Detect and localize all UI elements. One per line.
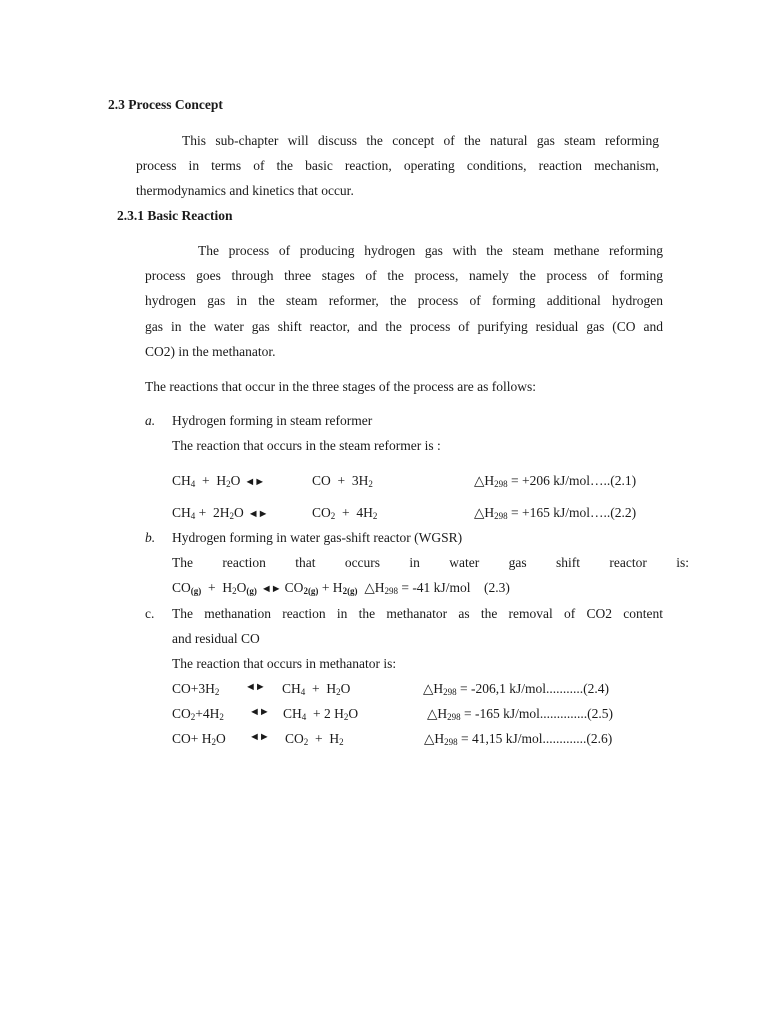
item-c-title-1: The methanation reaction in the methanator as the removal of CO2 content xyxy=(172,606,663,621)
equation-2-5 xyxy=(0,706,768,724)
item-a-line: The reaction that occurs in the steam reformer is : xyxy=(172,438,441,453)
eq-2-1-enthalpy: $\triangle H_{298} = +206$ kJ/mol…..(2.1) xyxy=(474,473,637,489)
paragraph-line-2: process goes through three stages of the process, namely the process of forming xyxy=(145,268,663,283)
item-b-line: The reaction that occurs in water gas shift reactor is: xyxy=(172,555,689,570)
eq-2-4-enthalpy: $\triangle H_{298} = -206,1$ kJ/mol...........(2.4) xyxy=(423,681,609,697)
eq-2-2-enthalpy: $\triangle H_{298} = +165$ kJ/mol…..(2.2) xyxy=(474,505,637,521)
eq-2-1-reactants: $CH_4 + H_2O$ ◄► xyxy=(172,473,265,489)
eq-2-1-products: CO + $3H_2$ xyxy=(312,473,373,489)
eq-2-6-enthalpy: $\triangle H_{298} = 41,15$ kJ/mol.............(2.6) xyxy=(424,731,613,747)
eq-2-3-equation: $CO_{(g)} + H_2O_{(g)}$ ◄► $CO_{2(g)} + H_{2(g)}$ $\triangle H_{298} = -41$ kJ/mol (2.3) xyxy=(172,580,510,596)
intro-line-2: process in terms of the basic reaction, operating conditions, reaction mechanism, xyxy=(136,158,659,173)
equilibrium-arrow-icon: ◄► xyxy=(244,476,265,488)
equilibrium-arrow-icon: ◄► xyxy=(245,681,265,693)
eq-2-5-enthalpy: $\triangle H_{298} = -165$ kJ/mol..............(2.5) xyxy=(427,706,613,722)
paragraph-line-4: gas in the water gas shift reactor, and the process of purifying residual gas (CO and xyxy=(145,319,663,334)
item-c-line: The reaction that occurs in methanator is: xyxy=(172,656,397,671)
eq-2-6-products: $CO_2 + H_2$ xyxy=(285,731,344,747)
paragraph-line-5: CO2) in the methanator. xyxy=(145,344,276,359)
subsection-heading: 2.3.1 Basic Reaction xyxy=(117,208,233,223)
item-b-title: Hydrogen forming in water gas-shift reactor (WGSR) xyxy=(172,530,463,545)
item-a-marker: a. xyxy=(145,413,156,428)
section-heading: 2.3 Process Concept xyxy=(108,97,223,112)
item-c-title-2: and residual CO xyxy=(172,631,260,646)
equation-2-6 xyxy=(0,731,768,749)
paragraph-line-3: hydrogen gas in the steam reformer, the process of forming additional hydrogen xyxy=(145,293,663,308)
eq-2-6-reactants: $CO+ H_2O$ xyxy=(172,731,226,747)
paragraph-line-1: The process of producing hydrogen gas with the steam methane reforming xyxy=(198,243,663,258)
eq-2-5-reactants: $CO_2+4H_2$ xyxy=(172,706,224,722)
eq-2-5-products: $CH_4 + 2$ $H_2O$ xyxy=(283,706,359,722)
item-c-marker: c. xyxy=(145,606,155,621)
intro-line-3: thermodynamics and kinetics that occur. xyxy=(136,183,354,198)
eq-2-4-reactants: $CO+3H_2$ xyxy=(172,681,220,697)
equilibrium-arrow-icon: ◄► xyxy=(249,731,269,743)
equilibrium-arrow-icon: ◄► xyxy=(260,583,281,595)
intro-line-1: This sub-chapter will discuss the concept of the natural gas steam reforming xyxy=(182,133,659,148)
equilibrium-arrow-icon: ◄► xyxy=(249,706,269,718)
eq-2-4-products: $CH_4 + H_2O$ xyxy=(282,681,351,697)
equation-2-4 xyxy=(0,681,768,699)
eq-2-2-reactants: $CH_4 + 2H_2O$ ◄► xyxy=(172,505,268,521)
equilibrium-arrow-icon: ◄► xyxy=(247,508,268,520)
equation-2-3 xyxy=(0,580,768,598)
reactions-intro: The reactions that occur in the three stages of the process are as follows: xyxy=(145,379,536,394)
equation-2-1 xyxy=(0,473,768,491)
item-b-marker: b. xyxy=(145,530,156,545)
equation-2-2 xyxy=(0,505,768,523)
item-a-title: Hydrogen forming in steam reformer xyxy=(172,413,373,428)
eq-2-2-products: $CO_2 + 4H_2$ xyxy=(312,505,378,521)
